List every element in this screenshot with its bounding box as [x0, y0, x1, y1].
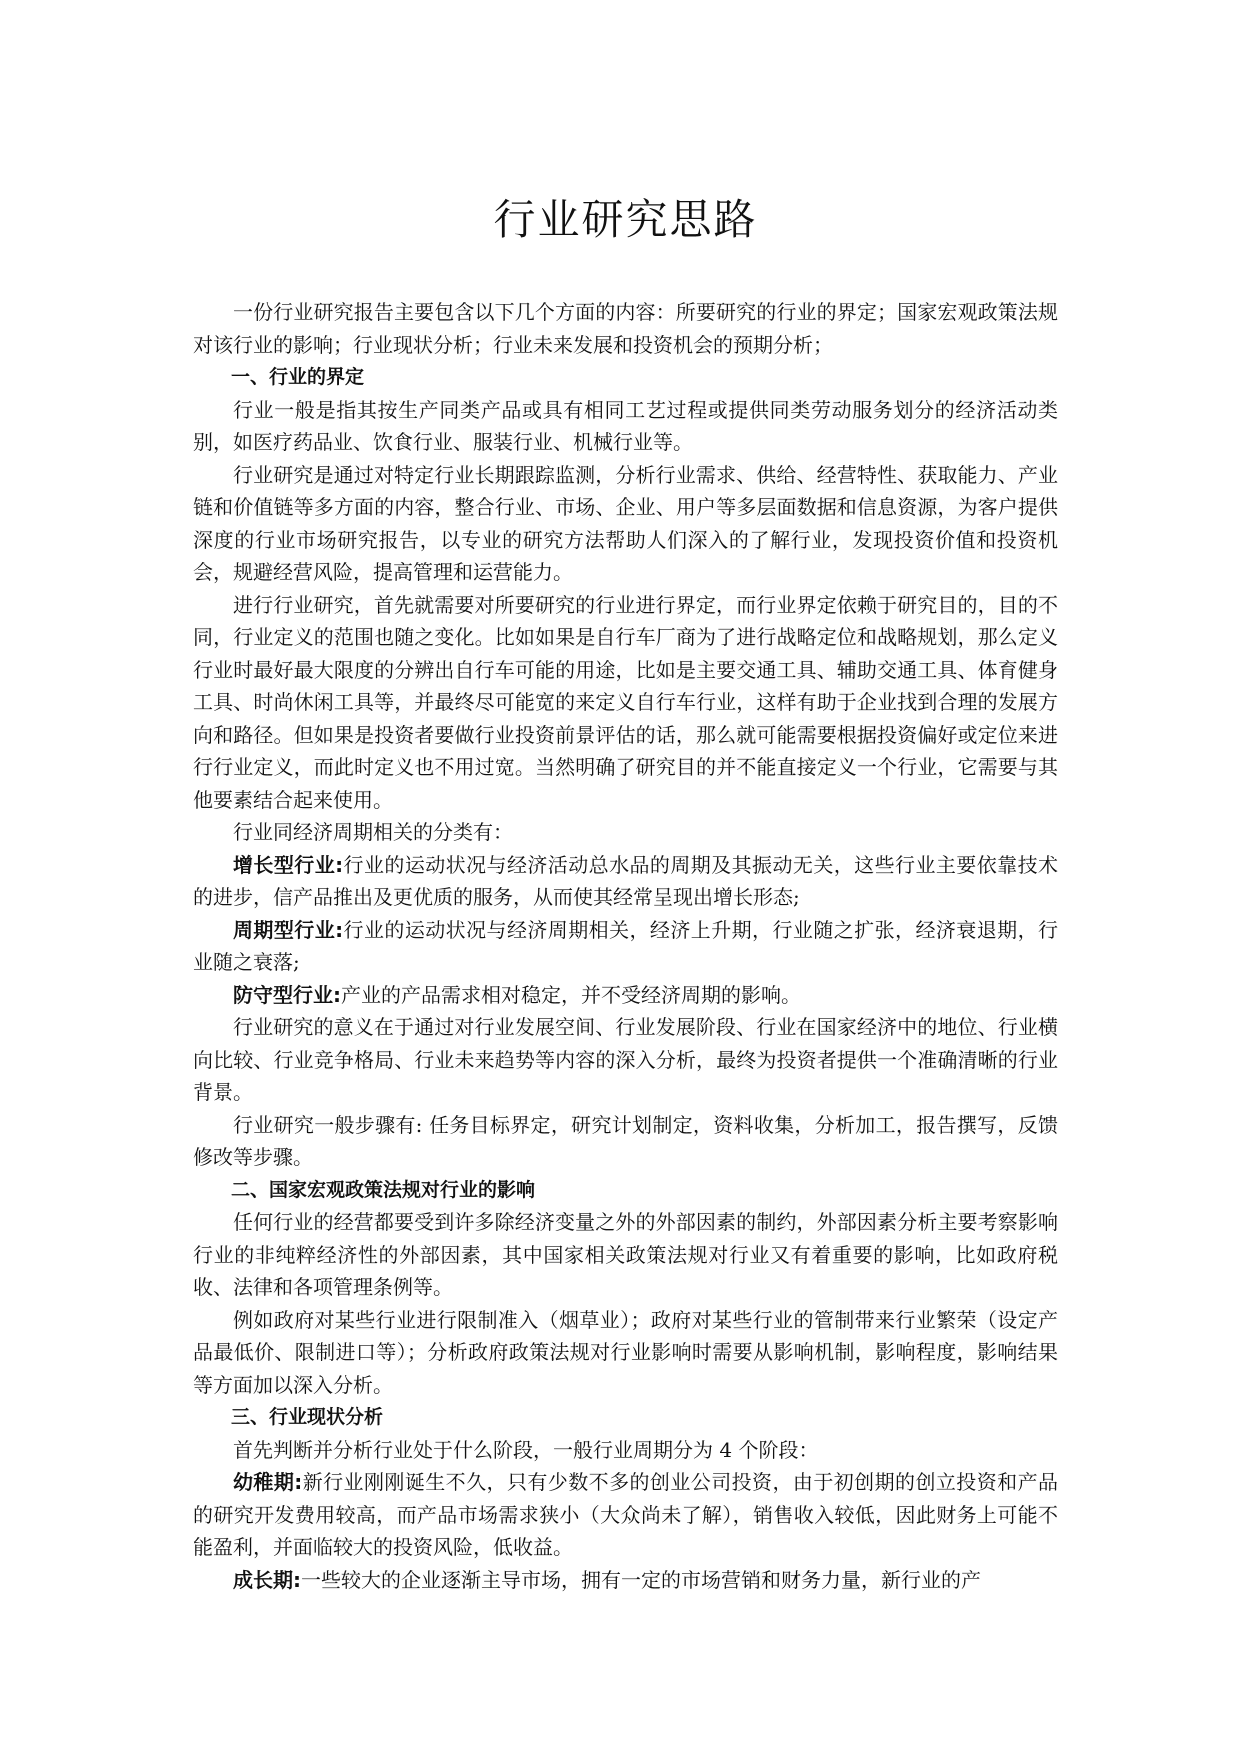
document-page: [193, 180, 1058, 1596]
paragraph: 首先判断并分析行业处于什么阶段，一般行业周期分为 4 个阶段：: [233, 1437, 819, 1462]
page-title: 行业研究思路: [493, 195, 758, 244]
growth-stage-paragraph: [193, 1564, 1058, 1597]
intro-paragraph: 一份行业研究报告主要包含以下几个方面的内容：所要研究的行业的界定；国家宏观政策法规对该行业的影响；行业现状分析；行业未来发展和投资机会的预期分析；: [193, 300, 1058, 357]
growth-industry-paragraph: [193, 849, 1058, 914]
section-heading-3: 三、行业现状分析: [231, 1406, 384, 1428]
infancy-stage-paragraph: [193, 1466, 1058, 1564]
term-label: 成长期:: [233, 1567, 301, 1592]
term-text: 行业的运动状况与经济活动总水品的周期及其振动无关，这些行业主要依靠技术的进步，信产品推出及更优质的服务，从而使其经常呈现出增长形态;: [193, 852, 1058, 909]
term-text: 产业的产品需求相对稳定，并不受经济周期的影响。: [341, 982, 801, 1007]
term-label: 周期型行业:: [233, 917, 344, 942]
term-text: 行业的运动状况与经济周期相关，经济上升期，行业随之扩张，经济衰退期，行业随之衰落;: [193, 917, 1058, 974]
term-label: 增长型行业:: [233, 852, 344, 877]
paragraph: 行业研究一般步骤有: 任务目标界定，研究计划制定，资料收集，分析加工，报告撰写，反馈修改等步骤。: [193, 1112, 1058, 1169]
cyclical-industry-paragraph: [193, 914, 1058, 979]
term-text: 新行业刚刚诞生不久，只有少数不多的创业公司投资，由于初创期的创立投资和产品的研究开发费用较高，而产品市场需求狭小（大众尚未了解），销售收入较低，因此财务上可能不能盈利，并面临较大的投资风险，低收益。: [193, 1470, 1059, 1559]
paragraph: 行业研究的意义在于通过对行业发展空间、行业发展阶段、行业在国家经济中的地位、行业横向比较、行业竞争格局、行业未来趋势等内容的深入分析，最终为投资者提供一个准确清晰的行业背景。: [193, 1015, 1058, 1104]
term-text: 一些较大的企业逐渐主导市场，拥有一定的市场营销和财务力量，新行业的产: [301, 1567, 981, 1592]
section-heading-1: 一、行业的界定: [231, 366, 365, 388]
paragraph: 行业一般是指其按生产同类产品或具有相同工艺过程或提供同类劳动服务划分的经济活动类别，如医疗药品业、饮食行业、服装行业、机械行业等。: [193, 397, 1058, 454]
paragraph: 例如政府对某些行业进行限制准入（烟草业）；政府对某些行业的管制带来行业繁荣（设定产品最低价、限制进口等）；分析政府政策法规对行业影响时需要从影响机制，影响程度，影响结果等方面加以深入分析。: [193, 1307, 1058, 1397]
term-label: 幼稚期:: [233, 1470, 303, 1494]
defensive-industry-paragraph: [193, 979, 1058, 1012]
term-label: 防守型行业:: [233, 982, 341, 1007]
section-heading-2: 二、国家宏观政策法规对行业的影响: [231, 1178, 536, 1201]
paragraph: 进行行业研究，首先就需要对所要研究的行业进行界定，而行业界定依赖于研究目的，目的不同，行业定义的范围也随之变化。比如如果是自行车厂商为了进行战略定位和战略规划，那么定义行业时最好最大限度的分辨出自行车可能的用途，比如是主要交通工具、辅助交通工具、体育健身工具、时尚休闲工具等，并最终尽可能宽的来定义自行车行业，这样有助于企业找到合理的发展方向和路径。但如果是投资者要做行业投资前景评估的话，那么就可能需要根据投资偏好或定位来进行行业定义，而此时定义也不用过宽。当然明确了研究目的并不能直接定义一个行业，它需要与其他要素结合起来使用。: [193, 592, 1058, 812]
paragraph: 任何行业的经营都要受到许多除经济变量之外的外部因素的制约，外部因素分析主要考察影响行业的非纯粹经济性的外部因素，其中国家相关政策法规对行业又有着重要的影响，比如政府税收、法律和各项管理条例等。: [193, 1210, 1058, 1299]
paragraph: 行业研究是通过对特定行业长期跟踪监测，分析行业需求、供给、经营特性、获取能力、产业链和价值链等多方面的内容，整合行业、市场、企业、用户等多层面数据和信息资源，为客户提供深度的行业市场研究报告，以专业的研究方法帮助人们深入的了解行业，发现投资价值和投资机会，规避经营风险，提高管理和运营能力。: [193, 462, 1058, 584]
paragraph: 行业同经济周期相关的分类有：: [233, 820, 513, 844]
